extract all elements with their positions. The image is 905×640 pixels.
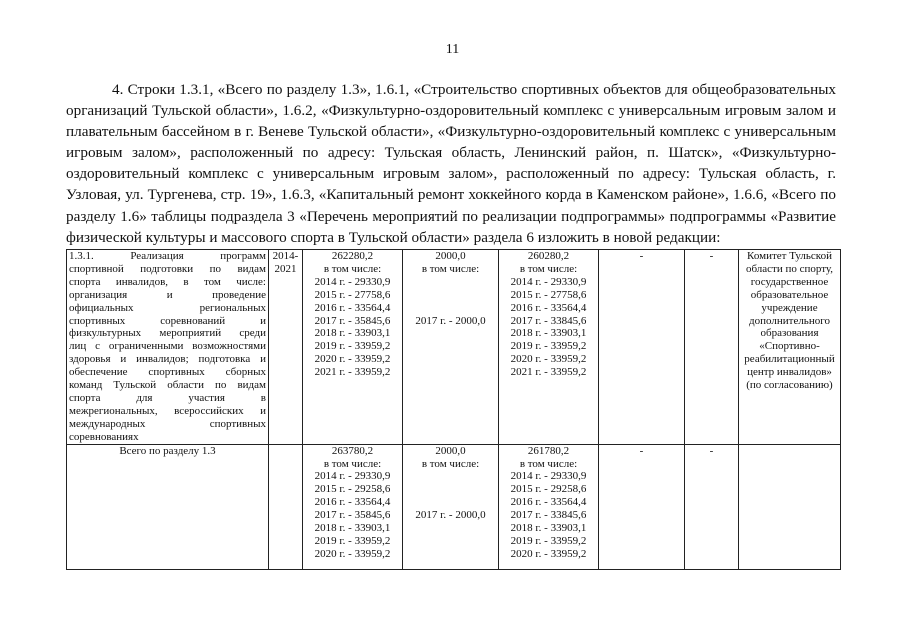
period bbox=[271, 250, 300, 276]
cell-line: образования bbox=[760, 327, 819, 340]
cell-line: 2016 г. - 33564,4 bbox=[510, 496, 587, 509]
cell-line: обеспечение спортивных сборных bbox=[69, 366, 266, 379]
cell-line: 2020 г. - 33959,2 bbox=[510, 547, 587, 560]
cell-line: 260280,2 bbox=[527, 250, 570, 262]
cell-line: 263780,2 bbox=[331, 444, 374, 457]
cell-line: международных спортивных bbox=[69, 417, 266, 430]
measures-table bbox=[66, 249, 841, 570]
cell-line: 262280,2 bbox=[331, 250, 374, 262]
total-funding bbox=[305, 250, 400, 379]
period-cell bbox=[269, 250, 303, 445]
cell-line: 2021 bbox=[274, 262, 297, 275]
cell-line: 2016 г. - 33564,4 bbox=[314, 301, 391, 314]
local-funding-cell bbox=[599, 250, 685, 445]
table-row-total-1-3 bbox=[67, 444, 841, 569]
cell-line: 2014 г. - 29330,9 bbox=[510, 470, 587, 483]
cell-line: 2021 г. - 33959,2 bbox=[510, 366, 587, 379]
cell-line: в том числе: bbox=[323, 457, 382, 470]
cell-line: 2020 г. - 33959,2 bbox=[314, 547, 391, 560]
cell-line: организация и проведение bbox=[69, 288, 266, 301]
cell-line: образовательное bbox=[750, 288, 829, 301]
local-funding: - bbox=[639, 250, 644, 262]
cell-line: 2015 г. - 27758,6 bbox=[314, 288, 391, 301]
extra-funding-cell bbox=[685, 444, 739, 569]
cell-line: 2021 г. - 33959,2 bbox=[314, 366, 391, 379]
executor bbox=[741, 250, 838, 392]
federal-funding-cell bbox=[403, 444, 499, 569]
cell-line: 2017 г. - 35845,6 bbox=[314, 314, 391, 327]
cell-line: здоровья и инвалидов; подготовка и bbox=[69, 353, 266, 366]
cell-line: межрегиональных, всероссийских и bbox=[69, 404, 266, 417]
cell-line: 2019 г. - 33959,2 bbox=[510, 340, 587, 353]
cell-line: 2014 г. - 29330,9 bbox=[314, 275, 391, 288]
executor-cell bbox=[739, 250, 841, 445]
regional-funding-cell bbox=[499, 444, 599, 569]
cell-line: центр инвалидов» bbox=[747, 366, 832, 379]
total-funding bbox=[305, 445, 400, 561]
cell-line: 261780,2 bbox=[527, 444, 570, 457]
cell-line: спорта инвалидов, в том числе: bbox=[69, 275, 266, 288]
cell-line: 2018 г. - 33903,1 bbox=[314, 327, 391, 340]
cell-line: в том числе: bbox=[421, 457, 480, 470]
regional-funding bbox=[501, 250, 596, 379]
federal-funding-cell bbox=[403, 250, 499, 445]
local-funding: - bbox=[639, 444, 644, 457]
cell-line: государственное bbox=[750, 275, 829, 288]
federal-funding bbox=[405, 445, 496, 522]
cell-line: соревнованиях bbox=[69, 430, 139, 443]
regional-funding-cell bbox=[499, 250, 599, 445]
cell-line: 1.3.1. Реализация программ bbox=[69, 250, 266, 262]
cell-line: 2000,0 bbox=[435, 250, 466, 262]
cell-line: (по согласованию) bbox=[746, 379, 833, 392]
total-label-cell bbox=[67, 444, 269, 569]
cell-line: учреждение bbox=[761, 301, 818, 314]
cell-line: 2015 г. - 27758,6 bbox=[510, 288, 587, 301]
cell-line: спортивных соревнований и bbox=[69, 314, 266, 327]
cell-line: 2019 г. - 33959,2 bbox=[510, 534, 587, 547]
cell-line bbox=[405, 470, 496, 483]
cell-line: 2015 г. - 29258,6 bbox=[314, 483, 391, 496]
cell-line: дополнительного bbox=[749, 314, 830, 327]
total-funding-cell bbox=[303, 250, 403, 445]
regional-funding bbox=[501, 445, 596, 561]
cell-line bbox=[405, 483, 496, 496]
extra-funding: - bbox=[709, 250, 714, 262]
cell-line: 2020 г. - 33959,2 bbox=[314, 353, 391, 366]
cell-line: 2017 г. - 35845,6 bbox=[314, 509, 391, 522]
cell-line: реабилитационный bbox=[744, 353, 835, 366]
cell-line: 2014 г. - 29330,9 bbox=[314, 470, 391, 483]
cell-line: 2017 г. - 33845,6 bbox=[510, 314, 587, 327]
cell-line: 2018 г. - 33903,1 bbox=[510, 522, 587, 535]
cell-line: 2017 г. - 2000,0 bbox=[415, 509, 486, 522]
cell-line: 2018 г. - 33903,1 bbox=[510, 327, 587, 340]
cell-line: 2000,0 bbox=[435, 444, 466, 457]
measure-description bbox=[69, 250, 266, 444]
cell-line: 2014 г. - 29330,9 bbox=[510, 275, 587, 288]
extra-funding: - bbox=[709, 444, 714, 457]
cell-line: лиц с ограниченными возможностями bbox=[69, 340, 266, 353]
cell-line: 2016 г. - 33564,4 bbox=[314, 496, 391, 509]
cell-line bbox=[405, 276, 496, 289]
cell-line: 2019 г. - 33959,2 bbox=[314, 340, 391, 353]
cell-line: 2020 г. - 33959,2 bbox=[510, 353, 587, 366]
cell-line: 2017 г. - 2000,0 bbox=[415, 314, 486, 327]
executor-cell-empty bbox=[739, 444, 841, 569]
cell-line: официальных региональных bbox=[69, 301, 266, 314]
cell-line bbox=[405, 289, 496, 302]
page-number: 11 bbox=[445, 42, 460, 57]
cell-line: 2017 г. - 33845,6 bbox=[510, 509, 587, 522]
cell-line: спорта для участия в bbox=[69, 391, 266, 404]
cell-line: Комитет Тульской bbox=[747, 250, 832, 262]
amendment-paragraph: 4. Строки 1.3.1, «Всего по разделу 1.3», 1.6.1, «Строительство спортивных объектов для общеобразовательных организаций Тульской области», 1.6.2, «Физкультурно-оздоровительный комплекс с универсальным игровым залом и плавательным бассейном в г. Веневе Тульской области», «Физкультурно-оздоровительный комплекс с универсальным игровым залом», расположенный по адресу: Тульская область, Ленинский район, п. Шатск», «Физкультурно-оздоровительный комплекс с универсальным игровым залом», расположенный по адресу: Тульская область, г. Узловая, ул. Тургенева, стр. 19», 1.6.3, «Капитальный ремонт хоккейного корда в Каменском районе», 1.6.6, «Всего по разделу 1.6» таблицы подраздела 3 «Перечень мероприятий по реализации подпрограммы» подпрограммы «Развитие физической культуры и массового спорта в Тульской области» раздела 6 изложить в новой редакции: bbox=[66, 81, 836, 246]
cell-line: 2018 г. - 33903,1 bbox=[314, 522, 391, 535]
measure-description-cell bbox=[67, 250, 269, 445]
cell-line: области по спорту, bbox=[745, 262, 834, 275]
cell-line: в том числе: bbox=[421, 262, 480, 275]
cell-line: 2014- bbox=[272, 250, 299, 262]
cell-line bbox=[405, 496, 496, 509]
period-cell-empty bbox=[269, 444, 303, 569]
federal-funding bbox=[405, 250, 496, 327]
cell-line: 2015 г. - 29258,6 bbox=[510, 483, 587, 496]
cell-line: команд Тульской области по видам bbox=[69, 379, 266, 392]
cell-line bbox=[405, 302, 496, 315]
extra-funding-cell bbox=[685, 250, 739, 445]
cell-line: в том числе: bbox=[519, 457, 578, 470]
total-label: Всего по разделу 1.3 bbox=[119, 444, 216, 457]
cell-line: спортивной подготовки по видам bbox=[69, 262, 266, 275]
table-row-1-3-1 bbox=[67, 250, 841, 445]
cell-line: в том числе: bbox=[519, 262, 578, 275]
total-funding-cell bbox=[303, 444, 403, 569]
cell-line: 2019 г. - 33959,2 bbox=[314, 534, 391, 547]
cell-line: физкультурных мероприятий среди bbox=[69, 327, 266, 340]
cell-line: «Спортивно- bbox=[759, 340, 820, 353]
cell-line: 2016 г. - 33564,4 bbox=[510, 301, 587, 314]
local-funding-cell bbox=[599, 444, 685, 569]
cell-line: в том числе: bbox=[323, 262, 382, 275]
